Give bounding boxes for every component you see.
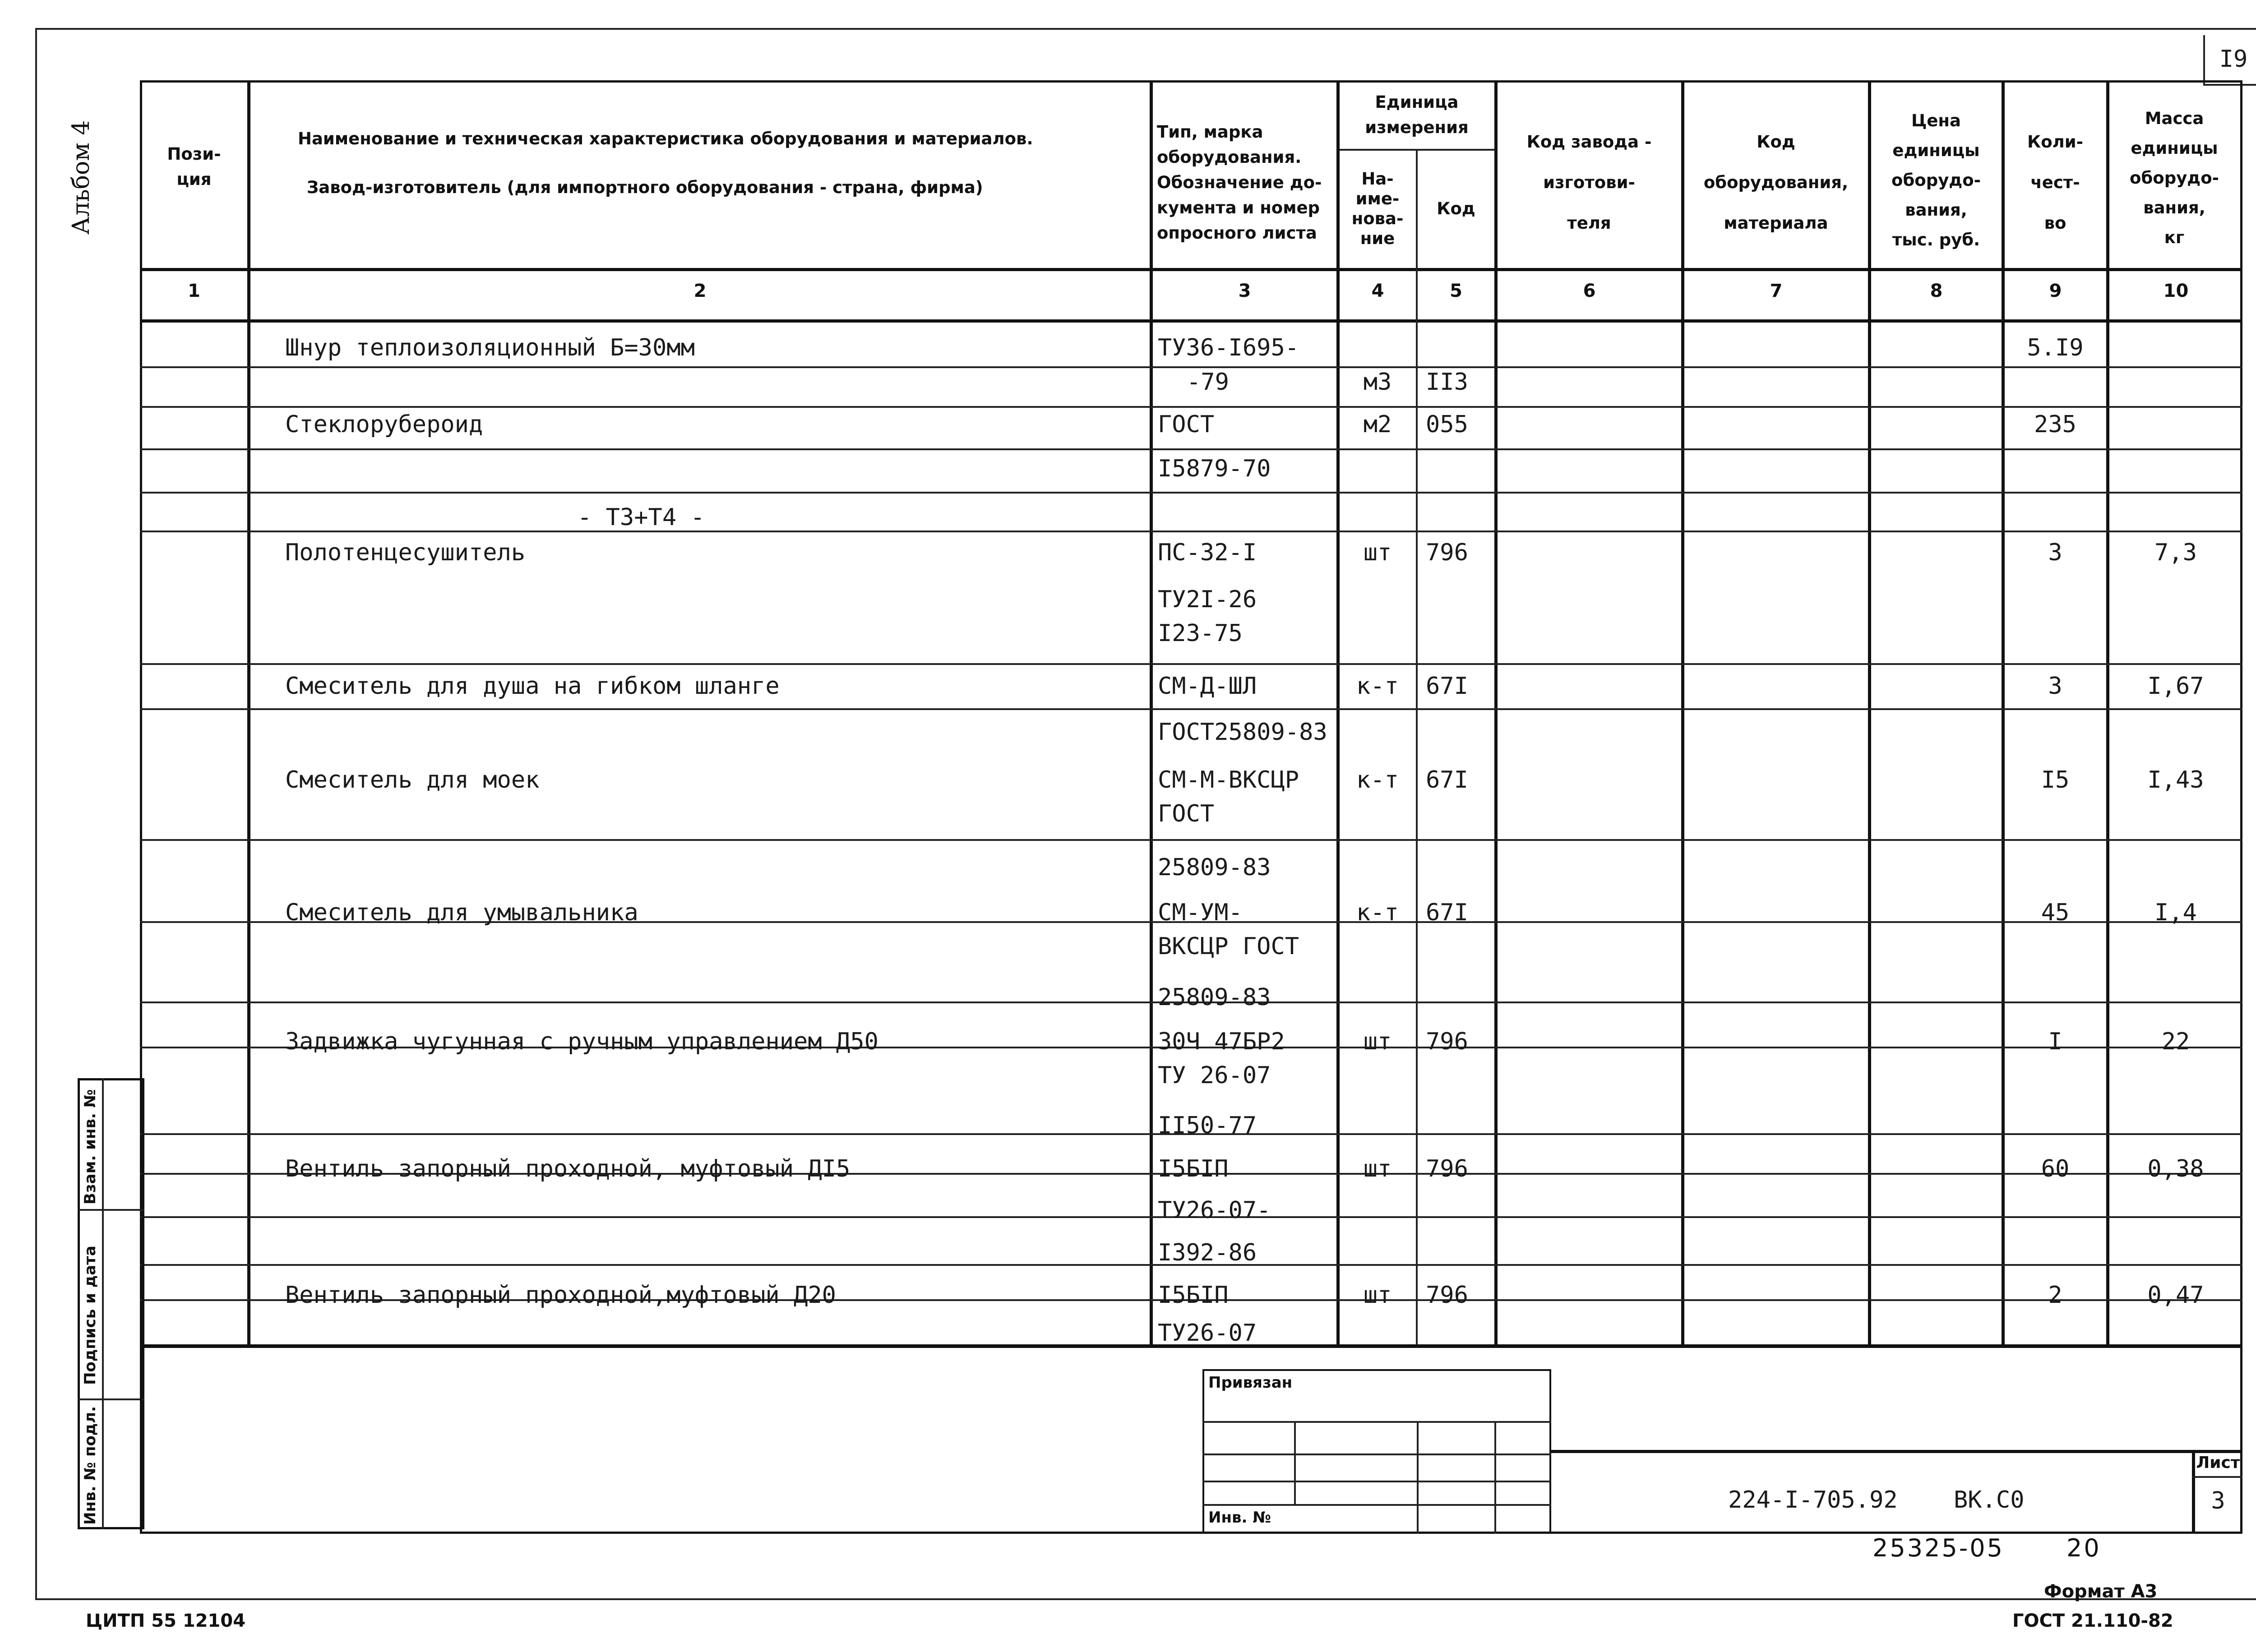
- sheet-label: Лист: [2196, 1454, 2240, 1472]
- col-header-2-line1: Наименование и техническая характеристика оборудования и материалов.: [298, 129, 1033, 148]
- item-unit-code: 67I: [1426, 673, 1468, 700]
- unit-group-divider: [1336, 149, 1494, 151]
- item-name: Задвижка чугунная с ручным управлением Д50: [285, 1028, 878, 1055]
- item-type-line2: I23-75: [1158, 620, 1243, 647]
- col-header-4: На- име- нова- ние: [1351, 169, 1404, 248]
- col-no-4: 4: [1371, 281, 1384, 301]
- item-type: ТУ26-07-: [1158, 1197, 1271, 1224]
- col-header-2-line2: Завод-изготовитель (для импортного оборудования - страна, фирма): [307, 178, 983, 197]
- item-type: ТУ26-07: [1158, 1320, 1257, 1347]
- priv-line-4: [1202, 1504, 1551, 1506]
- item-type: ГОСТ: [1158, 411, 1215, 438]
- row-separator: [140, 448, 2242, 450]
- item-unit: шт: [1363, 1282, 1392, 1309]
- side-strip-div-1: [78, 1209, 144, 1211]
- item-qty: 235: [2034, 411, 2076, 438]
- col-no-1: 1: [188, 281, 200, 301]
- handwritten-page: 20: [2066, 1534, 2101, 1562]
- privyazan-label: Привязан: [1208, 1374, 1293, 1392]
- item-unit-code: 055: [1426, 411, 1468, 438]
- item-unit-code: 67I: [1426, 899, 1468, 926]
- item-qty: 3: [2048, 539, 2062, 566]
- row-separator: [140, 406, 2242, 408]
- item-type: ТУ2I-26: [1158, 586, 1257, 613]
- gost-label: ГОСТ 21.110-82: [2012, 1610, 2173, 1631]
- item-qty: I5: [2041, 766, 2070, 794]
- col-line-4: [1416, 149, 1418, 1348]
- col-no-9: 9: [2049, 281, 2062, 301]
- item-unit: к-т: [1356, 899, 1399, 926]
- item-type-line2: ВКСЦР ГОСТ: [1158, 933, 1299, 960]
- col-no-3: 3: [1238, 281, 1251, 301]
- item-unit: шт: [1363, 539, 1392, 566]
- side-label-inv-podl: Инв. № подл.: [81, 1406, 99, 1525]
- item-mass: 0,47: [2147, 1282, 2204, 1309]
- side-strip-div-2: [78, 1398, 144, 1400]
- item-name: Вентиль запорный проходной, муфтовый ДI5: [285, 1155, 851, 1182]
- item-type: ТУ36-I695-: [1158, 334, 1299, 361]
- row-separator: [140, 531, 2242, 532]
- item-mass: I,4: [2154, 899, 2197, 926]
- col-header-5: Код: [1437, 199, 1475, 218]
- item-qty: I: [2048, 1028, 2062, 1055]
- doc-code-top: [1551, 1450, 2242, 1453]
- inv-no-label: Инв. №: [1208, 1509, 1271, 1527]
- col-header-9: Коли- чест- во: [2027, 132, 2084, 233]
- item-qty: 5.I9: [2027, 334, 2084, 361]
- item-type: I5БIП: [1158, 1282, 1229, 1309]
- item-name: Смеситель для умывальника: [285, 899, 638, 926]
- item-type-line2: ГОСТ: [1158, 800, 1215, 827]
- item-qty: 45: [2041, 899, 2070, 926]
- side-strip-inner: [102, 1078, 104, 1529]
- item-type-line2: ТУ 26-07: [1158, 1062, 1271, 1089]
- item-type: СМ-УМ-: [1158, 899, 1243, 926]
- row-separator: [140, 839, 2242, 841]
- item-unit-code: 796: [1426, 1028, 1468, 1055]
- col-line-6: [1681, 80, 1684, 1348]
- item-mass: 7,3: [2154, 539, 2197, 566]
- item-type: 25809-83: [1158, 854, 1271, 881]
- side-label-vzam: Взам. инв. №: [81, 1089, 99, 1204]
- item-qty: 2: [2048, 1282, 2062, 1309]
- priv-line-1: [1202, 1421, 1551, 1423]
- item-unit-code: 67I: [1426, 766, 1468, 794]
- item-name: Смеситель для душа на гибком шланге: [285, 673, 780, 700]
- item-type: I5879-70: [1158, 455, 1271, 482]
- priv-vline-1: [1294, 1421, 1296, 1504]
- item-mass: I,67: [2147, 673, 2204, 700]
- item-type: II50-77: [1158, 1112, 1257, 1139]
- item-type: I5БIП: [1158, 1155, 1229, 1182]
- row-separator: [140, 708, 2242, 710]
- item-unit-code: 796: [1426, 539, 1468, 566]
- item-mass: 0,38: [2147, 1155, 2204, 1182]
- item-qty: 60: [2041, 1155, 2070, 1182]
- col-header-8: Цена единицы оборудо- вания, тыс. руб.: [1891, 111, 1981, 249]
- col-no-8: 8: [1930, 281, 1943, 301]
- col-line-1: [247, 80, 250, 1348]
- item-mass: I,43: [2147, 766, 2204, 794]
- col-line-5: [1494, 80, 1498, 1348]
- sheet-no: 3: [2211, 1487, 2225, 1514]
- col-header-1: Пози- ция: [167, 144, 221, 189]
- priv-line-3: [1202, 1481, 1551, 1482]
- item-type: ПС-32-I: [1158, 539, 1257, 566]
- item-type: СМ-Д-ШЛ: [1158, 673, 1257, 700]
- col-no-7: 7: [1770, 281, 1783, 301]
- col-header-6: Код завода - изготови- теля: [1526, 132, 1652, 233]
- col-header-10: Масса единицы оборудо- вания, кг: [2130, 109, 2219, 247]
- item-unit: к-т: [1356, 766, 1399, 794]
- unit-group-header: Единица измерения: [1365, 92, 1469, 137]
- colno-divider: [140, 319, 2242, 323]
- item-type: 30Ч 47БР2: [1158, 1028, 1285, 1055]
- item-qty: 3: [2048, 673, 2062, 700]
- item-type: ГОСТ25809-83: [1158, 719, 1327, 746]
- item-type: 25809-83: [1158, 984, 1271, 1011]
- row-separator: [140, 492, 2242, 494]
- album-label: Альбом 4: [68, 120, 95, 235]
- item-type: СМ-М-ВКСЦР: [1158, 766, 1299, 794]
- item-type: -79: [1187, 369, 1229, 396]
- col-no-10: 10: [2163, 281, 2189, 301]
- item-name: - Т3+Т4 -: [578, 504, 705, 531]
- title-block: [140, 1344, 2242, 1534]
- item-name: Стеклорубероид: [285, 411, 483, 438]
- col-line-2: [1150, 80, 1153, 1348]
- priv-vline-3: [1494, 1421, 1496, 1534]
- citp-label: ЦИТП 55 12104: [86, 1610, 246, 1631]
- doc-code: 224-I-705.92: [1728, 1486, 1898, 1514]
- sheet-no-line: [2192, 1476, 2242, 1478]
- item-mass: 22: [2161, 1028, 2190, 1055]
- handwritten-number: 25325-05: [1872, 1534, 2004, 1562]
- format-label: Формат А3: [2044, 1581, 2158, 1602]
- col-header-7: Код оборудования, материала: [1703, 132, 1849, 233]
- col-no-2: 2: [693, 281, 707, 301]
- item-unit: м3: [1363, 369, 1392, 396]
- priv-line-2: [1202, 1454, 1551, 1455]
- priv-vline-2: [1417, 1421, 1419, 1534]
- item-unit-code: 796: [1426, 1282, 1468, 1309]
- item-type: I392-86: [1158, 1239, 1257, 1266]
- item-unit: к-т: [1356, 673, 1399, 700]
- item-name: Смеситель для моек: [285, 766, 540, 794]
- item-unit: м2: [1363, 411, 1392, 438]
- col-line-7: [1868, 80, 1871, 1348]
- item-unit: шт: [1363, 1028, 1392, 1055]
- item-unit: шт: [1363, 1155, 1392, 1182]
- item-unit-code: 796: [1426, 1155, 1468, 1182]
- doc-mark: ВК.С0: [1954, 1486, 2025, 1514]
- item-unit-code: II3: [1426, 369, 1468, 396]
- item-name: Полотенцесушитель: [285, 539, 526, 566]
- item-name: Вентиль запорный проходной,муфтовый Д20: [285, 1282, 836, 1309]
- sheet-corner-number: I9: [2219, 46, 2248, 73]
- col-header-3: Тип, марка оборудования. Обозначение до- кумента и номер опросного листа: [1157, 122, 1322, 243]
- row-separator: [140, 663, 2242, 665]
- col-no-6: 6: [1583, 281, 1596, 301]
- item-name: Шнур теплоизоляционный Б=30мм: [285, 334, 695, 361]
- side-label-podpis: Подпись и дата: [81, 1246, 99, 1385]
- col-no-5: 5: [1450, 281, 1462, 301]
